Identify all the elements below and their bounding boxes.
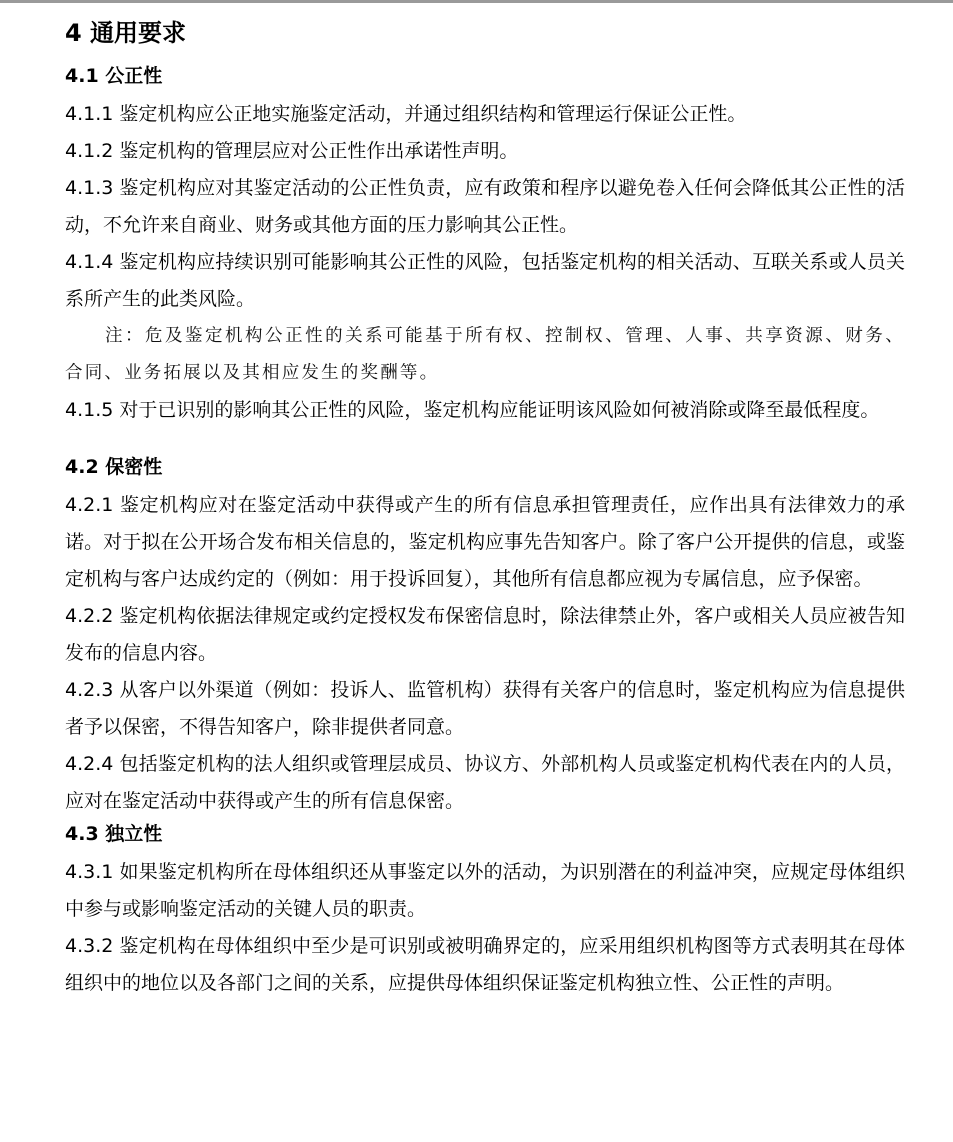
section-heading: 4.2 保密性 xyxy=(65,456,163,478)
section-independence xyxy=(65,820,905,1002)
clause-4-1-3: 4.1.3 鉴定机构应对其鉴定活动的公正性负责，应有政策和程序以避免卷入任何会降低其公正性的活动，不允许来自商业、财务或其他方面的压力影响其公正性。 xyxy=(65,177,905,236)
clause-4-2-3: 4.2.3 从客户以外渠道（例如：投诉人、监管机构）获得有关客户的信息时，鉴定机构应为信息提供者予以保密，不得告知客户，除非提供者同意。 xyxy=(65,679,905,738)
clause-4-3-2: 4.3.2 鉴定机构在母体组织中至少是可识别或被明确界定的，应采用组织机构图等方式表明其在母体组织中的地位以及各部门之间的关系，应提供母体组织保证鉴定机构独立性、公正性的声明。 xyxy=(65,935,905,994)
top-border xyxy=(0,0,953,3)
clause-4-2-4: 4.2.4 包括鉴定机构的法人组织或管理层成员、协议方、外部机构人员或鉴定机构代表在内的人员，应对在鉴定活动中获得或产生的所有信息保密。 xyxy=(65,753,905,812)
chapter-title: 4 通用要求 xyxy=(65,19,187,47)
section-confidentiality xyxy=(65,453,905,820)
clause-4-1-4: 4.1.4 鉴定机构应持续识别可能影响其公正性的风险，包括鉴定机构的相关活动、互联关系或人员关系所产生的此类风险。 xyxy=(65,251,905,310)
note-paragraph: 注：危及鉴定机构公正性的关系可能基于所有权、控制权、管理、人事、共享资源、财务、合同、业务拓展以及其相应发生的奖酬等。 xyxy=(65,326,905,383)
clause-4-2-2: 4.2.2 鉴定机构依据法律规定或约定授权发布保密信息时，除法律禁止外，客户或相关人员应被告知发布的信息内容。 xyxy=(65,605,905,664)
section-impartiality xyxy=(65,62,905,429)
clause-4-1-5: 4.1.5 对于已识别的影响其公正性的风险，鉴定机构应能证明该风险如何被消除或降至最低程度。 xyxy=(65,399,880,421)
clause-4-2-1: 4.2.1 鉴定机构应对在鉴定活动中获得或产生的所有信息承担管理责任，应作出具有法律效力的承诺。对于拟在公开场合发布相关信息的，鉴定机构应事先告知客户。除了客户公开提供的信息，或鉴定机构与客户达成约定的（例如：用于投诉回复），其他所有信息都应视为专属信息，应予保密。 xyxy=(65,494,905,590)
clause-4-1-1: 4.1.1 鉴定机构应公正地实施鉴定活动，并通过组织结构和管理运行保证公正性。 xyxy=(65,103,747,125)
clause-4-3-1: 4.3.1 如果鉴定机构所在母体组织还从事鉴定以外的活动，为识别潜在的利益冲突，应规定母体组织中参与或影响鉴定活动的关键人员的职责。 xyxy=(65,861,905,920)
document-page xyxy=(65,16,905,1002)
section-heading: 4.1 公正性 xyxy=(65,65,163,87)
clause-4-1-2: 4.1.2 鉴定机构的管理层应对公正性作出承诺性声明。 xyxy=(65,140,519,162)
section-heading: 4.3 独立性 xyxy=(65,823,163,845)
